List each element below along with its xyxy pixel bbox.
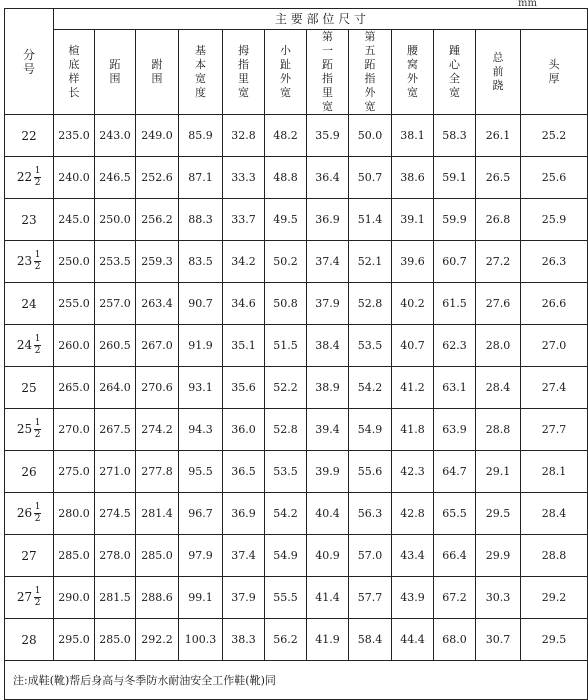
value-cell: 250.0 xyxy=(95,199,136,241)
value-cell: 36.9 xyxy=(307,199,349,241)
value-cell: 54.9 xyxy=(349,409,392,451)
value-cell: 243.0 xyxy=(95,115,136,157)
table-row xyxy=(5,451,588,493)
value-cell: 253.5 xyxy=(95,241,136,283)
value-cell: 39.1 xyxy=(392,199,434,241)
value-cell: 274.2 xyxy=(136,409,179,451)
column-header: 拇指里宽 xyxy=(223,30,265,115)
value-cell: 264.0 xyxy=(95,367,136,409)
value-cell: 91.9 xyxy=(179,325,223,367)
column-header: 小趾外宽 xyxy=(265,30,307,115)
value-cell: 32.8 xyxy=(223,115,265,157)
value-cell: 65.5 xyxy=(434,493,476,535)
table-row xyxy=(5,409,588,451)
value-cell: 52.1 xyxy=(349,241,392,283)
value-cell: 43.4 xyxy=(392,535,434,577)
value-cell: 34.6 xyxy=(223,283,265,325)
value-cell: 48.8 xyxy=(265,157,307,199)
size-cell: 24 $\frac{1}{2}$ xyxy=(5,325,54,367)
value-cell: 27.4 xyxy=(521,367,588,409)
value-cell: 95.5 xyxy=(179,451,223,493)
value-cell: 38.6 xyxy=(392,157,434,199)
column-header: 基本宽度 xyxy=(179,30,223,115)
value-cell: 281.4 xyxy=(136,493,179,535)
value-cell: 257.0 xyxy=(95,283,136,325)
value-cell: 26.3 xyxy=(521,241,588,283)
value-cell: 97.9 xyxy=(179,535,223,577)
column-header: 头厚 xyxy=(521,30,588,115)
value-cell: 281.5 xyxy=(95,577,136,619)
value-cell: 26.1 xyxy=(476,115,521,157)
column-header: 踵心全宽 xyxy=(434,30,476,115)
value-cell: 42.3 xyxy=(392,451,434,493)
value-cell: 250.0 xyxy=(54,241,95,283)
value-cell: 37.4 xyxy=(307,241,349,283)
value-cell: 52.8 xyxy=(349,283,392,325)
value-cell: 240.0 xyxy=(54,157,95,199)
value-cell: 60.7 xyxy=(434,241,476,283)
value-cell: 28.4 xyxy=(521,493,588,535)
value-cell: 50.8 xyxy=(265,283,307,325)
value-cell: 41.2 xyxy=(392,367,434,409)
value-cell: 267.0 xyxy=(136,325,179,367)
value-cell: 93.1 xyxy=(179,367,223,409)
size-cell: 23 $\frac{1}{2}$ xyxy=(5,241,54,283)
value-cell: 38.9 xyxy=(307,367,349,409)
value-cell: 39.9 xyxy=(307,451,349,493)
size-cell: 24 xyxy=(5,283,54,325)
value-cell: 37.9 xyxy=(307,283,349,325)
value-cell: 34.2 xyxy=(223,241,265,283)
value-cell: 292.2 xyxy=(136,619,179,661)
value-cell: 50.7 xyxy=(349,157,392,199)
value-cell: 35.1 xyxy=(223,325,265,367)
value-cell: 42.8 xyxy=(392,493,434,535)
column-header: 跗围 xyxy=(136,30,179,115)
value-cell: 288.6 xyxy=(136,577,179,619)
value-cell: 33.7 xyxy=(223,199,265,241)
value-cell: 37.4 xyxy=(223,535,265,577)
value-cell: 260.5 xyxy=(95,325,136,367)
value-cell: 245.0 xyxy=(54,199,95,241)
column-header: 楦底样长 xyxy=(54,30,95,115)
value-cell: 40.9 xyxy=(307,535,349,577)
value-cell: 61.5 xyxy=(434,283,476,325)
size-cell: 28 xyxy=(5,619,54,661)
value-cell: 28.8 xyxy=(476,409,521,451)
value-cell: 252.6 xyxy=(136,157,179,199)
column-header: 第五跖指外宽 xyxy=(349,30,392,115)
value-cell: 94.3 xyxy=(179,409,223,451)
value-cell: 39.6 xyxy=(392,241,434,283)
value-cell: 99.1 xyxy=(179,577,223,619)
value-cell: 25.9 xyxy=(521,199,588,241)
value-cell: 64.7 xyxy=(434,451,476,493)
value-cell: 270.6 xyxy=(136,367,179,409)
column-header: 第一跖指里宽 xyxy=(307,30,349,115)
value-cell: 27.6 xyxy=(476,283,521,325)
value-cell: 256.2 xyxy=(136,199,179,241)
value-cell: 25.2 xyxy=(521,115,588,157)
value-cell: 29.2 xyxy=(521,577,588,619)
table-row xyxy=(5,157,588,199)
value-cell: 38.1 xyxy=(392,115,434,157)
size-cell: 27 xyxy=(5,535,54,577)
value-cell: 40.7 xyxy=(392,325,434,367)
size-fraction: $\frac{1}{2}$ xyxy=(34,334,41,356)
table-row xyxy=(5,619,588,661)
value-cell: 39.4 xyxy=(307,409,349,451)
value-cell: 90.7 xyxy=(179,283,223,325)
value-cell: 67.2 xyxy=(434,577,476,619)
size-cell: 26 xyxy=(5,451,54,493)
value-cell: 38.4 xyxy=(307,325,349,367)
size-fraction: $\frac{1}{2}$ xyxy=(34,502,41,524)
size-cell: 25 xyxy=(5,367,54,409)
value-cell: 83.5 xyxy=(179,241,223,283)
value-cell: 43.9 xyxy=(392,577,434,619)
value-cell: 27.2 xyxy=(476,241,521,283)
value-cell: 63.1 xyxy=(434,367,476,409)
table-row xyxy=(5,577,588,619)
size-cell: 26 $\frac{1}{2}$ xyxy=(5,493,54,535)
value-cell: 58.4 xyxy=(349,619,392,661)
value-cell: 58.3 xyxy=(434,115,476,157)
value-cell: 277.8 xyxy=(136,451,179,493)
value-cell: 88.3 xyxy=(179,199,223,241)
value-cell: 263.4 xyxy=(136,283,179,325)
value-cell: 29.5 xyxy=(476,493,521,535)
value-cell: 36.9 xyxy=(223,493,265,535)
table-row xyxy=(5,283,588,325)
size-fraction: $\frac{1}{2}$ xyxy=(34,418,41,440)
value-cell: 271.0 xyxy=(95,451,136,493)
value-cell: 285.0 xyxy=(54,535,95,577)
dimension-table xyxy=(4,8,588,700)
value-cell: 26.6 xyxy=(521,283,588,325)
value-cell: 285.0 xyxy=(136,535,179,577)
value-cell: 246.5 xyxy=(95,157,136,199)
table-row xyxy=(5,325,588,367)
value-cell: 51.4 xyxy=(349,199,392,241)
value-cell: 27.0 xyxy=(521,325,588,367)
value-cell: 29.1 xyxy=(476,451,521,493)
table-row xyxy=(5,535,588,577)
value-cell: 56.3 xyxy=(349,493,392,535)
value-cell: 50.2 xyxy=(265,241,307,283)
value-cell: 36.0 xyxy=(223,409,265,451)
value-cell: 66.4 xyxy=(434,535,476,577)
value-cell: 28.8 xyxy=(521,535,588,577)
column-header: 总前跷 xyxy=(476,30,521,115)
value-cell: 280.0 xyxy=(54,493,95,535)
value-cell: 260.0 xyxy=(54,325,95,367)
value-cell: 35.9 xyxy=(307,115,349,157)
value-cell: 49.5 xyxy=(265,199,307,241)
value-cell: 48.2 xyxy=(265,115,307,157)
size-header: 分号 xyxy=(5,9,54,115)
value-cell: 28.4 xyxy=(476,367,521,409)
value-cell: 68.0 xyxy=(434,619,476,661)
size-cell: 25 $\frac{1}{2}$ xyxy=(5,409,54,451)
value-cell: 57.7 xyxy=(349,577,392,619)
table-caption: 主 要 部 位 尺 寸 xyxy=(54,9,588,30)
value-cell: 96.7 xyxy=(179,493,223,535)
value-cell: 56.2 xyxy=(265,619,307,661)
table-row xyxy=(5,241,588,283)
value-cell: 28.1 xyxy=(521,451,588,493)
value-cell: 29.5 xyxy=(521,619,588,661)
value-cell: 100.3 xyxy=(179,619,223,661)
value-cell: 41.9 xyxy=(307,619,349,661)
value-cell: 259.3 xyxy=(136,241,179,283)
value-cell: 55.5 xyxy=(265,577,307,619)
value-cell: 55.6 xyxy=(349,451,392,493)
value-cell: 29.9 xyxy=(476,535,521,577)
value-cell: 274.5 xyxy=(95,493,136,535)
value-cell: 57.0 xyxy=(349,535,392,577)
value-cell: 36.5 xyxy=(223,451,265,493)
value-cell: 59.9 xyxy=(434,199,476,241)
table-row xyxy=(5,115,588,157)
value-cell: 255.0 xyxy=(54,283,95,325)
value-cell: 278.0 xyxy=(95,535,136,577)
value-cell: 30.7 xyxy=(476,619,521,661)
value-cell: 235.0 xyxy=(54,115,95,157)
value-cell: 265.0 xyxy=(54,367,95,409)
value-cell: 41.8 xyxy=(392,409,434,451)
value-cell: 267.5 xyxy=(95,409,136,451)
value-cell: 85.9 xyxy=(179,115,223,157)
size-fraction: $\frac{1}{2}$ xyxy=(34,586,41,608)
value-cell: 25.6 xyxy=(521,157,588,199)
value-cell: 63.9 xyxy=(434,409,476,451)
value-cell: 40.2 xyxy=(392,283,434,325)
value-cell: 53.5 xyxy=(265,451,307,493)
column-header: 腰窝外宽 xyxy=(392,30,434,115)
value-cell: 27.7 xyxy=(521,409,588,451)
value-cell: 62.3 xyxy=(434,325,476,367)
size-cell: 22 xyxy=(5,115,54,157)
value-cell: 270.0 xyxy=(54,409,95,451)
table-row xyxy=(5,199,588,241)
value-cell: 53.5 xyxy=(349,325,392,367)
column-header: 跖围 xyxy=(95,30,136,115)
size-cell: 22 $\frac{1}{2}$ xyxy=(5,157,54,199)
value-cell: 38.3 xyxy=(223,619,265,661)
size-fraction: $\frac{1}{2}$ xyxy=(34,250,41,272)
value-cell: 30.3 xyxy=(476,577,521,619)
value-cell: 28.0 xyxy=(476,325,521,367)
value-cell: 285.0 xyxy=(95,619,136,661)
table-row xyxy=(5,367,588,409)
value-cell: 26.5 xyxy=(476,157,521,199)
value-cell: 54.9 xyxy=(265,535,307,577)
value-cell: 290.0 xyxy=(54,577,95,619)
size-cell: 27 $\frac{1}{2}$ xyxy=(5,577,54,619)
value-cell: 59.1 xyxy=(434,157,476,199)
value-cell: 54.2 xyxy=(349,367,392,409)
value-cell: 26.8 xyxy=(476,199,521,241)
value-cell: 37.9 xyxy=(223,577,265,619)
table-row xyxy=(5,493,588,535)
value-cell: 35.6 xyxy=(223,367,265,409)
value-cell: 51.5 xyxy=(265,325,307,367)
value-cell: 50.0 xyxy=(349,115,392,157)
value-cell: 52.2 xyxy=(265,367,307,409)
value-cell: 44.4 xyxy=(392,619,434,661)
value-cell: 249.0 xyxy=(136,115,179,157)
value-cell: 54.2 xyxy=(265,493,307,535)
value-cell: 33.3 xyxy=(223,157,265,199)
size-fraction: $\frac{1}{2}$ xyxy=(34,166,41,188)
value-cell: 87.1 xyxy=(179,157,223,199)
value-cell: 41.4 xyxy=(307,577,349,619)
value-cell: 40.4 xyxy=(307,493,349,535)
value-cell: 295.0 xyxy=(54,619,95,661)
value-cell: 275.0 xyxy=(54,451,95,493)
value-cell: 36.4 xyxy=(307,157,349,199)
table-note: 注:成鞋(靴)帮后身高与冬季防水耐油安全工作鞋(靴)同 xyxy=(5,661,588,700)
value-cell: 52.8 xyxy=(265,409,307,451)
size-cell: 23 xyxy=(5,199,54,241)
unit-label: mm xyxy=(518,0,537,9)
